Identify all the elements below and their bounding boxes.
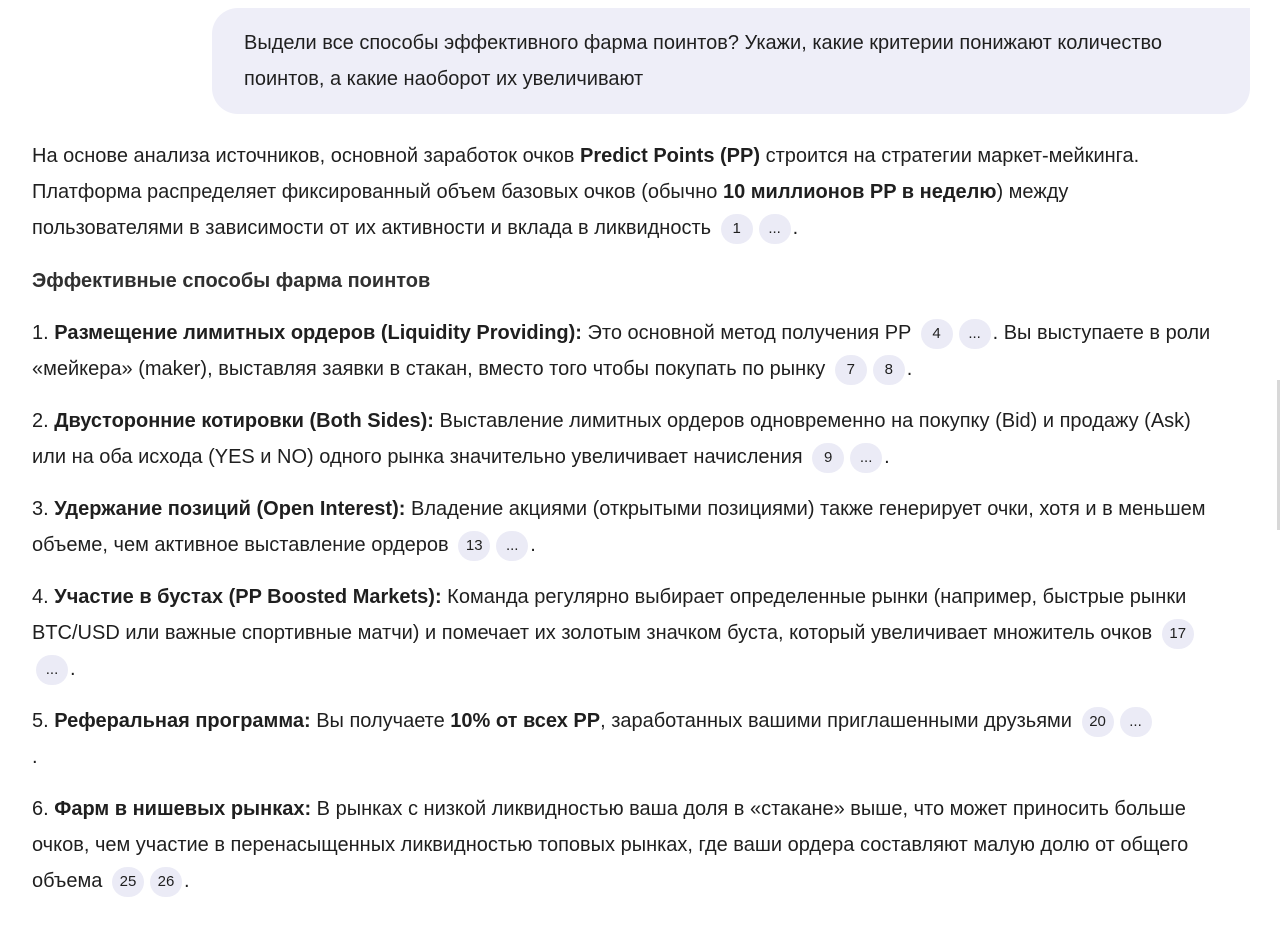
item-number: 1.	[32, 322, 55, 344]
citation-chip[interactable]: 17	[1162, 619, 1194, 649]
item-text: . Вы выступаете в роли «мейкера» (maker), выставляя заявки в стакан, вместо того чтобы покупать по рынку	[32, 322, 1211, 380]
citation-more-chip[interactable]: ...	[36, 655, 68, 685]
citation-chip[interactable]: 9	[812, 443, 844, 473]
citation-more-chip[interactable]: ...	[759, 214, 791, 244]
list-item	[32, 315, 1222, 387]
citation-more-chip[interactable]: ...	[496, 531, 528, 561]
item-text: Команда регулярно выбирает определенные рынки (например, быстрые рынки BTC/USD или важные спортивные матчи) и помечает их золотым значком буста, который увеличивает множитель очков	[32, 586, 1187, 644]
list-item	[32, 579, 1222, 687]
citation-more-chip[interactable]: ...	[959, 319, 991, 349]
intro-text-3: ) между пользователями в зависимости от их активности и вклада в ликвидность	[32, 181, 1069, 239]
citation-more-chip[interactable]: ...	[850, 443, 882, 473]
item-end: .	[906, 358, 913, 380]
assistant-response	[32, 138, 1222, 899]
item-number: 2.	[32, 410, 55, 432]
item-title: Фарм в нишевых рынках:	[54, 798, 312, 820]
intro-bold-2: 10 миллионов PP в неделю	[722, 181, 997, 203]
list-item	[32, 791, 1222, 899]
list-item	[32, 703, 1222, 775]
item-text: В рынках с низкой ликвидностью ваша доля в «стакане» выше, что может приносить больше очков, чем участие в перенасыщенных ликвидностью топовых рынках, где ваши ордера составляют малую долю от общего объема	[32, 798, 1189, 892]
user-message-bubble	[212, 8, 1250, 114]
item-end: .	[183, 870, 190, 892]
intro-end: .	[792, 217, 799, 239]
intro-text-1: На основе анализа источников, основной заработок очков	[32, 145, 580, 167]
item-text: , заработанных вашими приглашенными друзьями	[600, 710, 1072, 732]
citation-more-chip[interactable]: ...	[1120, 707, 1152, 737]
item-text: Владение акциями (открытыми позициями) также генерирует очки, хотя и в меньшем объеме, чем активное выставление ордеров	[32, 498, 1206, 556]
citation-chip[interactable]: 7	[835, 355, 867, 385]
user-message-text: Выдели все способы эффективного фарма поинтов? Укажи, какие критерии понижают количество поинтов, а какие наоборот их увеличивают	[244, 32, 1163, 90]
intro-paragraph	[32, 138, 1222, 246]
item-number: 6.	[32, 798, 55, 820]
citation-chip[interactable]: 8	[873, 355, 905, 385]
item-title: Участие в бустах (PP Boosted Markets):	[54, 586, 442, 608]
item-text: Выставление лимитных ордеров одновременно на покупку (Bid) и продажу (Ask) или на оба исхода (YES и NO) одного рынка значительно увеличивает начисления	[32, 410, 1191, 468]
item-end: .	[530, 534, 536, 556]
citation-chip[interactable]: 25	[112, 867, 144, 897]
item-number: 3.	[32, 498, 55, 520]
item-number: 4.	[32, 586, 55, 608]
item-number: 5.	[32, 710, 55, 732]
citation-chip[interactable]: 4	[921, 319, 953, 349]
citation-chip[interactable]: 20	[1082, 707, 1114, 737]
item-title: Реферальная программа:	[54, 710, 311, 732]
item-text: Вы получаете	[310, 710, 451, 732]
item-title: Удержание позиций (Open Interest):	[54, 498, 406, 520]
intro-bold-1: Predict Points (PP)	[579, 145, 761, 167]
item-end: .	[884, 446, 890, 468]
item-end: .	[70, 658, 76, 680]
list-item	[32, 403, 1222, 475]
citation-chip[interactable]: 1	[721, 214, 753, 244]
section-heading: Эффективные способы фарма поинтов	[32, 270, 431, 292]
item-bold: 10% от всех PP	[450, 710, 601, 732]
citation-chip[interactable]: 13	[458, 531, 490, 561]
item-end: .	[32, 746, 38, 768]
item-title: Двусторонние котировки (Both Sides):	[54, 410, 434, 432]
list-item	[32, 491, 1222, 563]
citation-chip[interactable]: 26	[150, 867, 182, 897]
item-text: Это основной метод получения PP	[581, 322, 912, 344]
intro-text-2: строится на стратегии маркет-мейкинга. Платформа распределяет фиксированный объем базовых очков (обычно	[32, 145, 1140, 203]
item-title: Размещение лимитных ордеров (Liquidity Providing):	[54, 322, 582, 344]
